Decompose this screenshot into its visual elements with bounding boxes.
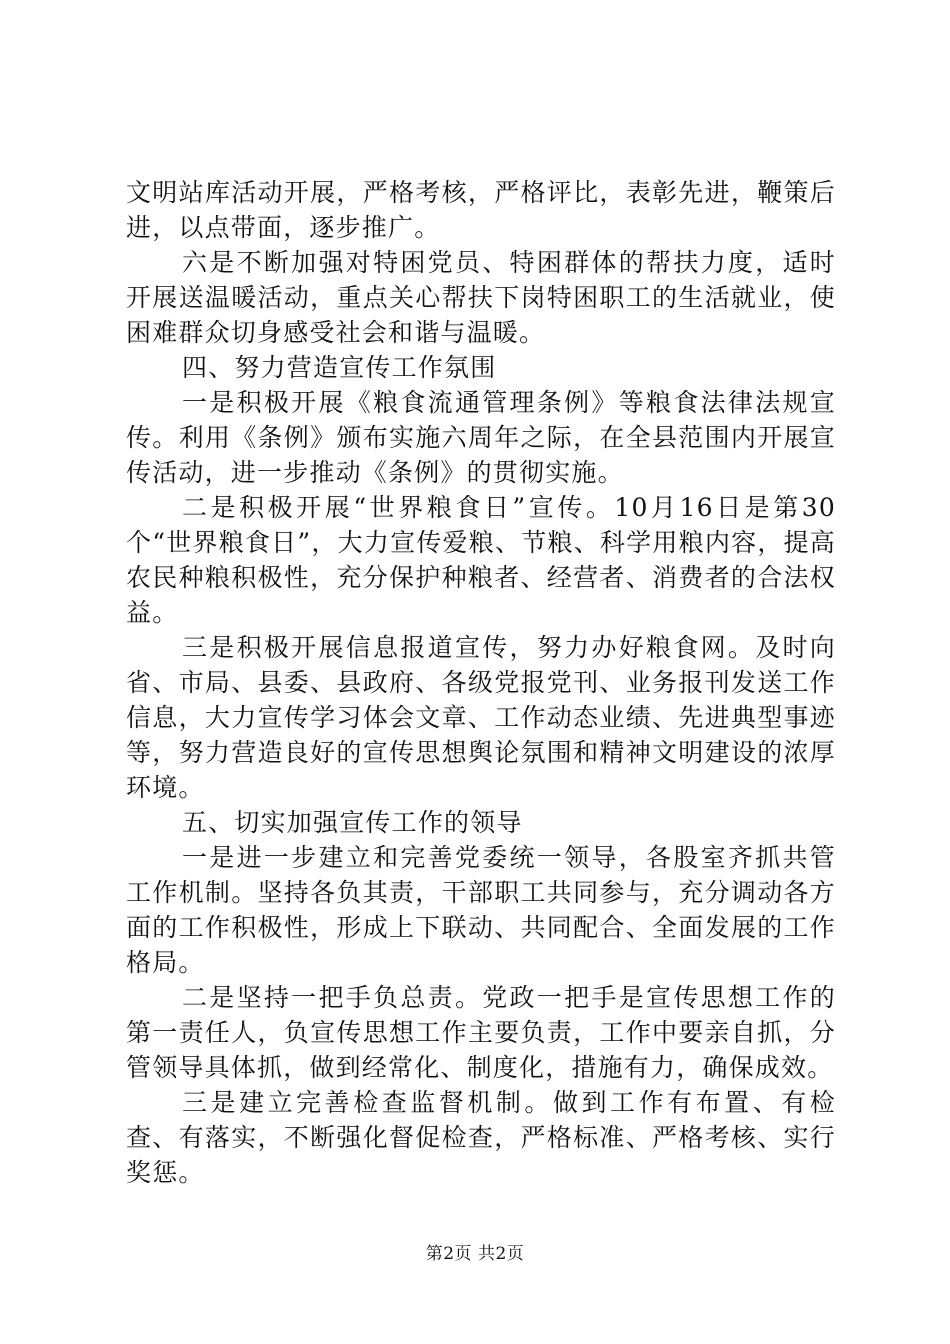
section-heading: 四、努力营造宣传工作氛围 (182, 353, 497, 382)
paragraph: 文明站库活动开展，严格考核，严格评比，表彰先进，鞭策后进，以点带面，逐步推广。 (126, 178, 836, 242)
paragraph: 三是积极开展信息报道宣传，努力办好粮食网。及时向省、市局、县委、县政府、各级党报党刊、业务报刊发送工作信息，大力宣传学习体会文章、工作动态业绩、先进典型事迹等，努力营造良好的宣传思想舆论氛围和精神文明建设的浓厚环境。 (126, 633, 836, 802)
paragraph: 二是积极开展“世界粮食日”宣传。10月16日是第30个“世界粮食日”，大力宣传爱粮、节粮、科学用粮内容，提高农民种粮积极性，充分保护种粮者、经营者、消费者的合法权益。 (126, 493, 836, 627)
paragraph: 一是积极开展《粮食流通管理条例》等粮食法律法规宣传。利用《条例》颁布实施六周年之际，在全县范围内开展宣传活动，进一步推动《条例》的贯彻实施。 (126, 388, 836, 487)
paragraph: 三是建立完善检查监督机制。做到工作有布置、有检查、有落实，不断强化督促检查，严格标准、严格考核、实行奖惩。 (126, 1088, 836, 1187)
document-body (126, 175, 836, 1190)
paragraph: 六是不断加强对特困党员、特困群体的帮扶力度，适时开展送温暖活动，重点关心帮扶下岗特困职工的生活就业，使困难群众切身感受社会和谐与温暖。 (126, 248, 836, 347)
page-number-footer: 第2页 共2页 (425, 1244, 525, 1264)
paragraph: 一是进一步建立和完善党委统一领导，各股室齐抓共管工作机制。坚持各负其责，干部职工共同参与，充分调动各方面的工作积极性，形成上下联动、共同配合、全面发展的工作格局。 (126, 843, 836, 977)
section-heading: 五、切实加强宣传工作的领导 (182, 808, 523, 837)
paragraph: 二是坚持一把手负总责。党政一把手是宣传思想工作的第一责任人，负宣传思想工作主要负责，工作中要亲自抓，分管领导具体抓，做到经常化、制度化，措施有力，确保成效。 (126, 983, 836, 1082)
